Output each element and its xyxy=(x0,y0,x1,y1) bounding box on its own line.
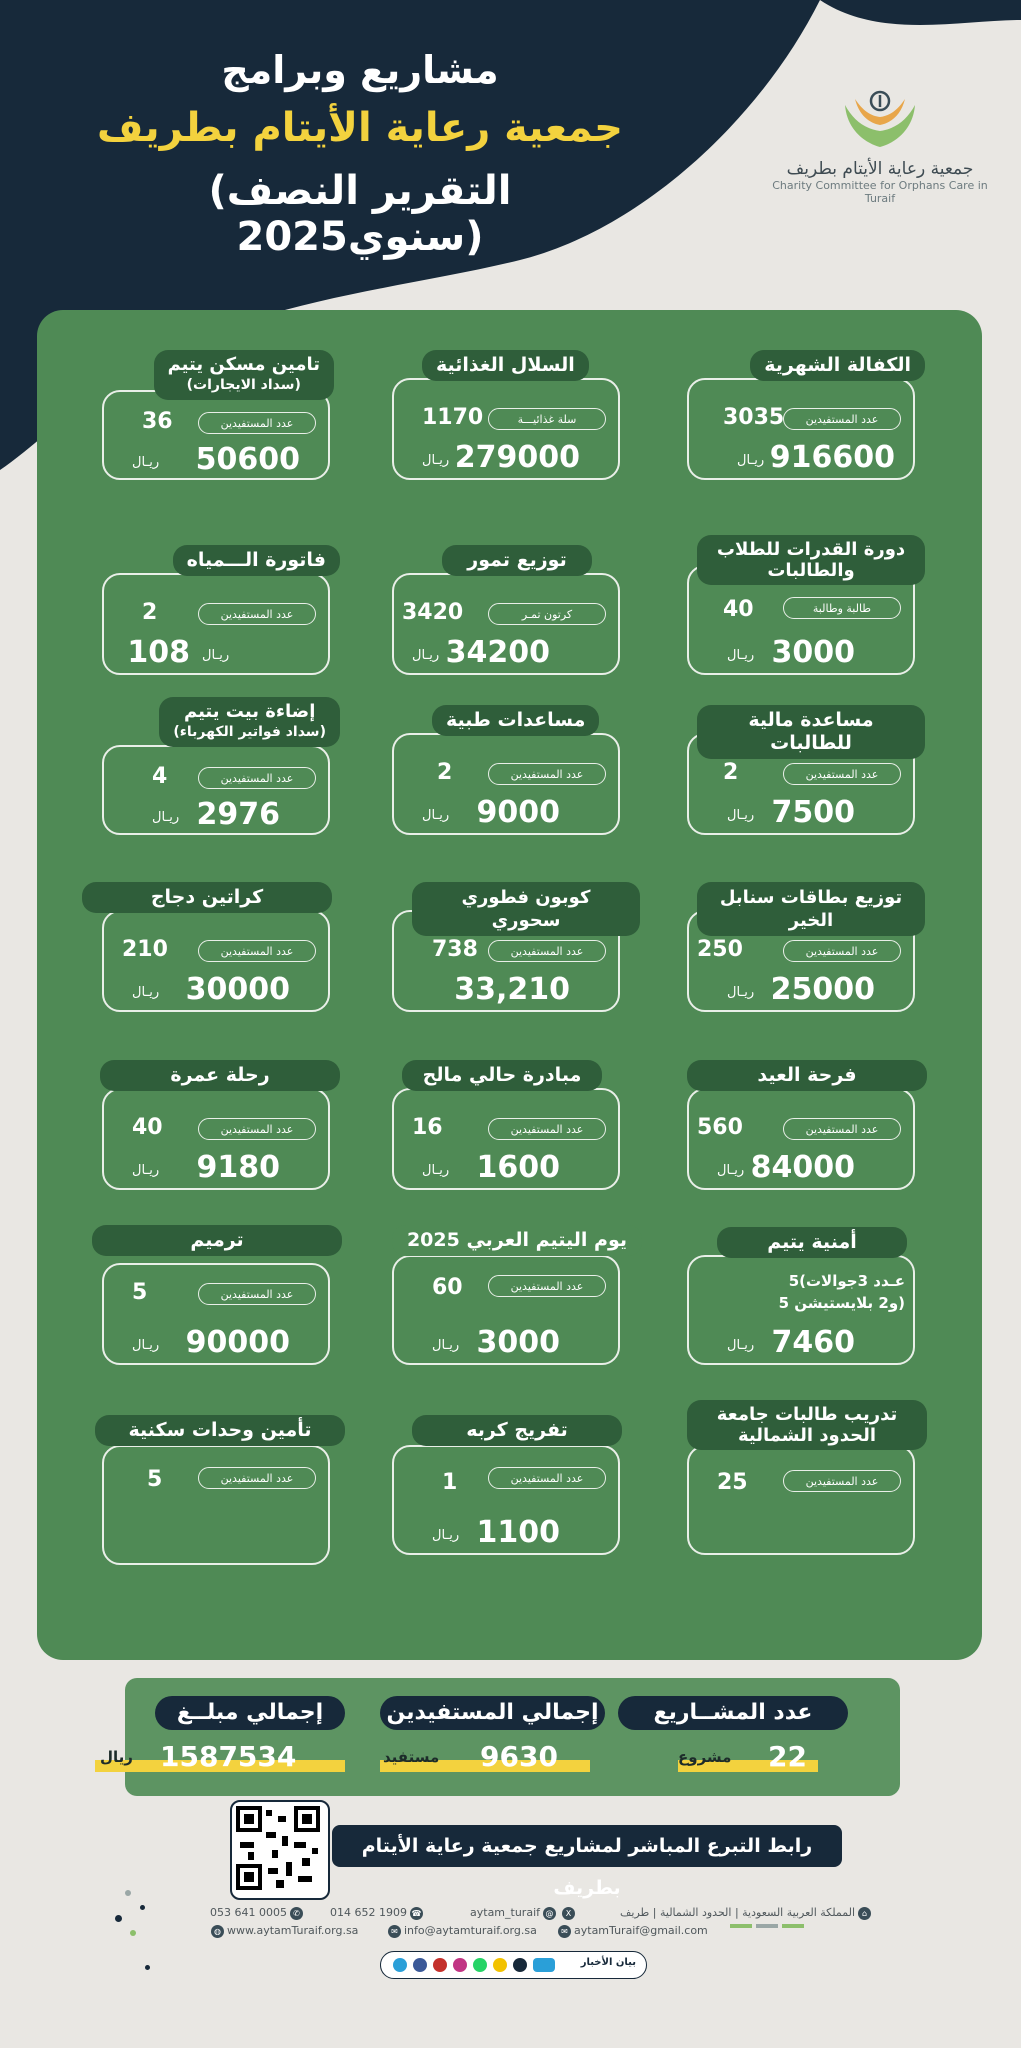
riyal-label: ريـال xyxy=(422,808,450,823)
beneficiaries-label: عدد المستفيدين xyxy=(488,763,606,785)
logo xyxy=(760,85,1000,215)
total-amount-label: إجمالي مبلــغ xyxy=(155,1696,345,1730)
card-box xyxy=(102,1445,330,1565)
project-card xyxy=(687,882,915,1012)
project-amount: 9180 xyxy=(196,1150,280,1185)
unit-label: طالبة وطالبة xyxy=(783,597,901,619)
project-card xyxy=(102,1419,330,1555)
email1-text: aytamTuraif@gmail.com xyxy=(574,1924,708,1937)
unit-label: سلة غذائيـــة xyxy=(488,408,606,430)
project-title: تفريج كربه xyxy=(412,1415,622,1446)
project-card xyxy=(687,1231,915,1365)
location-icon: ⌂ xyxy=(858,1907,871,1920)
riyal-label: ريـال xyxy=(422,453,450,468)
project-card xyxy=(392,350,620,480)
beneficiaries-count: 2 xyxy=(723,760,739,785)
beneficiaries-count: 738 xyxy=(432,937,478,962)
contact-email1[interactable] xyxy=(555,1924,708,1938)
project-card xyxy=(392,1419,620,1555)
beneficiaries-count: 1170 xyxy=(422,405,484,430)
project-title: مبادرة حالي مالح xyxy=(402,1060,602,1091)
news-logo-icon xyxy=(533,1958,555,1972)
phone2-text: 053 641 0005 xyxy=(210,1906,287,1919)
decor-dot xyxy=(125,1890,131,1896)
beneficiaries-label: عدد المستفيدين xyxy=(198,412,316,434)
project-title: مساعدة مالية للطالبات xyxy=(697,705,925,759)
project-title: فاتورة الـــمياه xyxy=(173,545,340,576)
project-amount: 279000 xyxy=(454,440,580,475)
website-text: www.aytamTuraif.org.sa xyxy=(227,1924,359,1937)
contact-phone1[interactable] xyxy=(330,1906,426,1920)
project-amount: 33,210 xyxy=(454,972,570,1007)
project-amount: 34200 xyxy=(445,635,550,670)
decor-dot xyxy=(130,1930,136,1936)
beneficiaries-label: عدد المستفيدين xyxy=(488,1118,606,1140)
social-bar xyxy=(380,1951,647,1979)
beneficiaries-label: عدد المستفيدين xyxy=(783,1118,901,1140)
project-card xyxy=(102,545,330,675)
project-title: توزيع تمور xyxy=(442,545,592,576)
project-amount: 1600 xyxy=(476,1150,560,1185)
qr-code-icon xyxy=(232,1802,324,1894)
riyal-label: ريـال xyxy=(727,808,755,823)
riyal-label: ريـال xyxy=(202,648,230,663)
beneficiaries-label: عدد المستفيدين xyxy=(783,763,901,785)
project-title: كراتين دجاج xyxy=(82,882,332,913)
x-icon: X xyxy=(562,1907,575,1920)
riyal-label: ريـال xyxy=(152,810,180,825)
youtube-icon[interactable] xyxy=(433,1958,447,1972)
project-card xyxy=(687,539,915,675)
social-icon: @ xyxy=(543,1907,556,1920)
riyal-label: ريـال xyxy=(132,985,160,1000)
project-amount: 25000 xyxy=(770,972,875,1007)
project-card xyxy=(392,1229,628,1365)
divider-lines xyxy=(730,1924,805,1928)
total-beneficiaries-label: إجمالي المستفيدين xyxy=(380,1696,605,1730)
beneficiaries-count: 2 xyxy=(142,600,158,625)
project-amount: 3000 xyxy=(476,1325,560,1360)
project-title-text: تامين مسكن يتيم xyxy=(167,354,320,375)
project-title: فرحة العيد xyxy=(687,1060,927,1091)
mail-icon: ✉ xyxy=(388,1925,401,1938)
project-amount: 1100 xyxy=(476,1515,560,1550)
beneficiaries-label: عدد المستفيدين xyxy=(488,940,606,962)
project-amount: 2976 xyxy=(196,797,280,832)
project-subtitle: (سداد الايجارات) xyxy=(186,377,301,393)
beneficiaries-count: 3420 xyxy=(402,600,464,625)
beneficiaries-label: عدد المستفيدين xyxy=(198,940,316,962)
riyal-label: ريـال xyxy=(132,1338,160,1353)
project-amount: 84000 xyxy=(750,1150,855,1185)
beneficiaries-count: 60 xyxy=(432,1275,463,1300)
project-card xyxy=(102,350,330,480)
projects-panel xyxy=(37,310,982,1660)
project-card xyxy=(687,350,915,480)
project-card xyxy=(102,882,330,1012)
project-card xyxy=(687,705,915,835)
riyal-label: ريـال xyxy=(432,1338,460,1353)
x-icon[interactable] xyxy=(513,1958,527,1972)
project-title: السلال الغذائية xyxy=(422,350,589,381)
total-beneficiaries-value: 9630 xyxy=(480,1740,558,1773)
facebook-icon[interactable] xyxy=(413,1958,427,1972)
project-card xyxy=(687,1060,915,1190)
beneficiaries-label: عدد المستفيدين xyxy=(198,1467,316,1489)
beneficiaries-label: عدد المستفيدين xyxy=(198,1118,316,1140)
instagram-icon[interactable] xyxy=(453,1958,467,1972)
contact-email2[interactable] xyxy=(385,1924,537,1938)
project-amount: 7500 xyxy=(771,795,855,830)
project-card xyxy=(392,882,620,1012)
email2-text: info@aytamturaif.org.sa xyxy=(404,1924,537,1937)
page-title-line1: مشاريع وبرامج xyxy=(221,48,499,92)
total-projects-label: عدد المشــاريع xyxy=(618,1696,848,1730)
beneficiaries-count: 5 xyxy=(132,1280,148,1305)
project-title: ترميم xyxy=(92,1225,342,1256)
beneficiaries-label: عدد المستفيدين xyxy=(783,408,901,430)
total-amount-unit: ريال xyxy=(100,1748,133,1766)
project-amount: 3000 xyxy=(771,635,855,670)
beneficiaries-label: عدد المستفيدين xyxy=(198,603,316,625)
project-subtitle: (سداد فواتير الكهرباء) xyxy=(173,724,326,740)
telegram-icon[interactable] xyxy=(393,1958,407,1972)
total-projects-value: 22 xyxy=(768,1740,807,1773)
handle-text: aytam_turaif xyxy=(470,1906,540,1919)
news-label: بيان الأخبار xyxy=(580,1957,636,1968)
project-title: تدريب طالبات جامعة الحدود الشمالية xyxy=(687,1400,927,1450)
project-amount: 108 xyxy=(127,635,190,670)
hands-heart-icon xyxy=(835,85,925,155)
project-amount: 7460 xyxy=(771,1325,855,1360)
contact-handle[interactable] xyxy=(470,1906,578,1920)
project-title-text: إضاءة بيت يتيم xyxy=(183,701,316,722)
whatsapp-icon[interactable] xyxy=(473,1958,487,1972)
mobile-icon: ✆ xyxy=(290,1907,303,1920)
project-title: كوبون فطوري سحوري xyxy=(412,882,640,936)
donate-link[interactable]: رابط التبرع المباشر لمشاريع جمعية رعاية الأيتام بطريف xyxy=(332,1825,842,1867)
beneficiaries-count: 5 xyxy=(147,1467,163,1492)
riyal-label: ريـال xyxy=(737,453,765,468)
riyal-label: ريـال xyxy=(422,1163,450,1178)
project-title: مساعدات طبية xyxy=(432,705,599,736)
project-card xyxy=(392,1060,620,1190)
beneficiaries-count: 2 xyxy=(437,760,453,785)
mail-icon: ✉ xyxy=(558,1925,571,1938)
project-amount: 9000 xyxy=(476,795,560,830)
project-note-line2: و2 بلايستيشن 5) xyxy=(778,1294,905,1312)
beneficiaries-count: 16 xyxy=(412,1115,443,1140)
summary-bar xyxy=(100,1678,900,1796)
project-amount: 916600 xyxy=(769,440,895,475)
logo-name-en: Charity Committee for Orphans Care in Turaif xyxy=(772,179,988,205)
snapchat-icon[interactable] xyxy=(493,1958,507,1972)
beneficiaries-label: عدد المستفيدين xyxy=(488,1275,606,1297)
riyal-label: ريـال xyxy=(727,985,755,1000)
address-text: المملكة العربية السعودية | الحدود الشمالية | طريف xyxy=(620,1906,856,1919)
logo-name: جمعية رعاية الأيتام بطريف xyxy=(786,159,974,179)
project-title: دورة القدرات للطلاب والطالبات xyxy=(697,535,925,585)
riyal-label: ريـال xyxy=(717,1163,745,1178)
beneficiaries-count: 250 xyxy=(697,937,743,962)
project-title: الكفالة الشهرية xyxy=(750,350,925,381)
riyal-label: ريـال xyxy=(132,1163,160,1178)
project-title: تأمين وحدات سكنية xyxy=(95,1415,345,1446)
beneficiaries-label: عدد المستفيدين xyxy=(198,767,316,789)
page-title-line3: (التقرير النصف سنوي2025) xyxy=(208,168,512,260)
decor-dot xyxy=(140,1905,145,1910)
contact-phone2[interactable] xyxy=(210,1906,306,1920)
beneficiaries-label: عدد المستفيدين xyxy=(783,940,901,962)
project-title xyxy=(154,350,334,400)
beneficiaries-label: عدد المستفيدين xyxy=(198,1283,316,1305)
project-card xyxy=(102,701,330,835)
phone1-text: 014 652 1909 xyxy=(330,1906,407,1919)
riyal-label: ريـال xyxy=(132,455,160,470)
riyal-label: ريـال xyxy=(727,648,755,663)
card-box xyxy=(687,1445,915,1555)
contact-address xyxy=(620,1906,874,1920)
project-title: يوم اليتيم العربي 2025 xyxy=(392,1225,642,1256)
project-card xyxy=(102,1229,330,1365)
beneficiaries-count: 40 xyxy=(723,597,754,622)
project-card xyxy=(102,1060,330,1190)
beneficiaries-label: عدد المستفيدين xyxy=(783,1470,901,1492)
project-title: توزيع بطاقات سنابل الخير xyxy=(697,882,925,936)
project-card xyxy=(687,1404,915,1555)
phone-icon: ☎ xyxy=(411,1908,422,1918)
project-note-line1: 5(عـدد 3جوالات xyxy=(788,1272,905,1290)
contact-website[interactable] xyxy=(208,1924,358,1938)
beneficiaries-count: 4 xyxy=(152,764,168,789)
riyal-label: ريـال xyxy=(727,1338,755,1353)
total-projects-unit: مشروع xyxy=(678,1748,732,1766)
beneficiaries-count: 3035 xyxy=(723,405,785,430)
project-title xyxy=(159,697,340,747)
project-amount: 90000 xyxy=(185,1325,290,1360)
beneficiaries-count: 40 xyxy=(132,1115,163,1140)
project-amount: 50600 xyxy=(195,442,300,477)
total-beneficiaries-unit: مستفيد xyxy=(383,1748,440,1766)
riyal-label: ريـال xyxy=(412,648,440,663)
project-title: رحلة عمرة xyxy=(100,1060,340,1091)
project-card xyxy=(392,545,620,675)
page-title-line2: جمعية رعاية الأيتام بطريف xyxy=(97,105,623,151)
riyal-label: ريـال xyxy=(432,1528,460,1543)
globe-icon: ◍ xyxy=(211,1925,224,1938)
beneficiaries-count: 25 xyxy=(717,1470,748,1495)
decor-dot xyxy=(145,1965,150,1970)
beneficiaries-label: عدد المستفيدين xyxy=(488,1467,606,1489)
beneficiaries-count: 560 xyxy=(697,1115,743,1140)
total-amount-value: 1587534 xyxy=(160,1740,297,1773)
project-card xyxy=(392,705,620,835)
unit-label: كرتون تمـر xyxy=(488,603,606,625)
qr-code[interactable] xyxy=(230,1800,330,1900)
project-amount: 30000 xyxy=(185,972,290,1007)
beneficiaries-count: 1 xyxy=(442,1470,458,1495)
beneficiaries-count: 36 xyxy=(142,409,173,434)
decor-dot xyxy=(115,1915,122,1922)
project-title: أمنية يتيم xyxy=(717,1227,907,1258)
beneficiaries-count: 210 xyxy=(122,937,168,962)
